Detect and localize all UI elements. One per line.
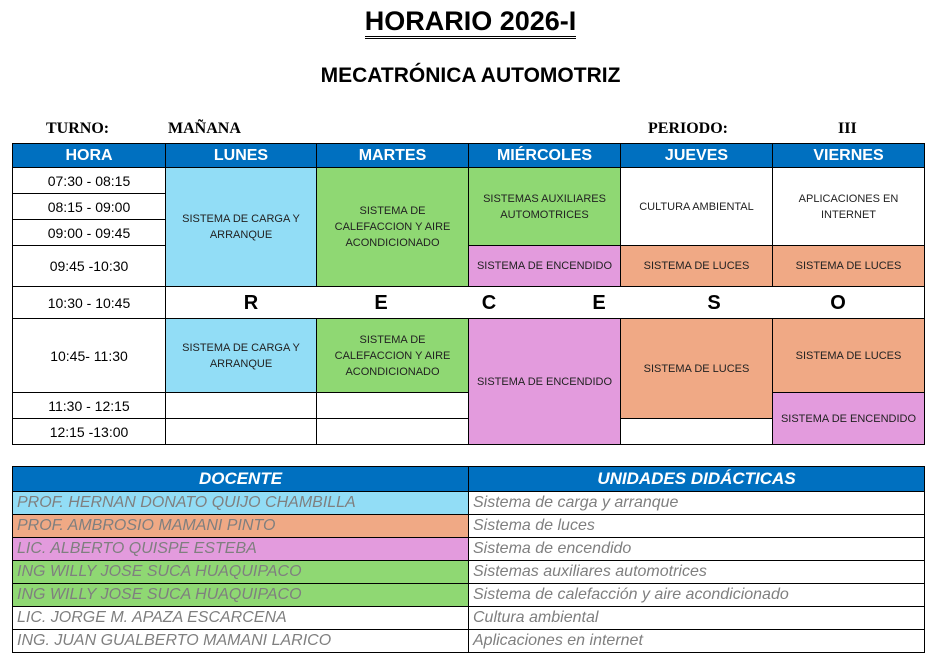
hour-cell: 09:45 -10:30 (12, 245, 166, 287)
receso-letter: S (707, 292, 721, 314)
class-block-viernes: SISTEMA DE LUCES (772, 245, 925, 287)
teacher-name: LIC. ALBERTO QUISPE ESTEBA (12, 537, 469, 561)
teacher-name: LIC. JORGE M. APAZA ESCARCENA (12, 606, 469, 630)
teaching-unit: Aplicaciones en internet (468, 629, 925, 653)
class-block-martes: SISTEMA DE CALEFACCION Y AIRE ACONDICIONADO (316, 167, 469, 287)
periodo-value: III (838, 120, 857, 137)
header-jueves: JUEVES (620, 143, 773, 168)
header-docente: DOCENTE (12, 466, 469, 492)
hour-cell: 11:30 - 12:15 (12, 392, 166, 419)
class-block-viernes: SISTEMA DE LUCES (772, 318, 925, 393)
header-lunes: LUNES (165, 143, 317, 168)
class-block-miercoles: SISTEMA DE ENCENDIDO (468, 245, 621, 287)
teaching-unit: Cultura ambiental (468, 606, 925, 630)
teacher-name: ING WILLY JOSE SUCA HUAQUIPACO (12, 560, 469, 584)
hour-cell: 08:15 - 09:00 (12, 193, 166, 220)
empty-cell (316, 392, 469, 419)
teaching-unit: Sistema de carga y arranque (468, 491, 925, 515)
receso-letter: E (374, 292, 388, 314)
empty-cell (165, 392, 317, 419)
empty-cell (620, 418, 773, 445)
page-subtitle: MECATRÓNICA AUTOMOTRIZ (320, 64, 621, 87)
page-title: HORARIO 2026-I (0, 6, 941, 39)
receso-letter: C (481, 292, 497, 314)
header-unidades: UNIDADES DIDÁCTICAS (468, 466, 925, 492)
hour-cell: 09:00 - 09:45 (12, 219, 166, 246)
header-martes: MARTES (316, 143, 469, 168)
empty-cell (165, 418, 317, 445)
teacher-name: PROF. AMBROSIO MAMANI PINTO (12, 514, 469, 538)
empty-cell (316, 418, 469, 445)
hour-cell: 10:30 - 10:45 (12, 286, 166, 319)
turno-value: MAÑANA (168, 120, 241, 137)
class-block-viernes: APLICACIONES EN INTERNET (772, 167, 925, 246)
teaching-unit: Sistema de luces (468, 514, 925, 538)
class-block-jueves: SISTEMA DE LUCES (620, 318, 773, 419)
class-block-miercoles: SISTEMAS AUXILIARES AUTOMOTRICES (468, 167, 621, 246)
teacher-name: ING. JUAN GUALBERTO MAMANI LARICO (12, 629, 469, 653)
receso-letter: O (830, 292, 846, 314)
teaching-unit: Sistemas auxiliares automotrices (468, 560, 925, 584)
teacher-name: PROF. HERNAN DONATO QUIJO CHAMBILLA (12, 491, 469, 515)
teacher-name: ING WILLY JOSE SUCA HUAQUIPACO (12, 583, 469, 607)
class-block-lunes: SISTEMA DE CARGA Y ARRANQUE (165, 167, 317, 287)
teaching-unit: Sistema de encendido (468, 537, 925, 561)
header-hora: HORA (12, 143, 166, 168)
turno-label: TURNO: (46, 120, 110, 137)
class-block-jueves: CULTURA AMBIENTAL (620, 167, 773, 246)
class-block-lunes: SISTEMA DE CARGA Y ARRANQUE (165, 318, 317, 393)
hour-cell: 07:30 - 08:15 (12, 167, 166, 194)
teaching-unit: Sistema de calefacción y aire acondicionado (468, 583, 925, 607)
hour-cell: 10:45- 11:30 (12, 318, 166, 393)
class-block-jueves: SISTEMA DE LUCES (620, 245, 773, 287)
receso-letter: R (243, 292, 259, 314)
class-block-miercoles: SISTEMA DE ENCENDIDO (468, 318, 621, 445)
header-viernes: VIERNES (772, 143, 925, 168)
header-miercoles: MIÉRCOLES (468, 143, 621, 168)
hour-cell: 12:15 -13:00 (12, 418, 166, 445)
receso-row (165, 286, 925, 319)
receso-letter: E (592, 292, 606, 314)
periodo-label: PERIODO: (648, 120, 728, 137)
class-block-martes: SISTEMA DE CALEFACCION Y AIRE ACONDICIONADO (316, 318, 469, 393)
class-block-viernes: SISTEMA DE ENCENDIDO (772, 392, 925, 445)
